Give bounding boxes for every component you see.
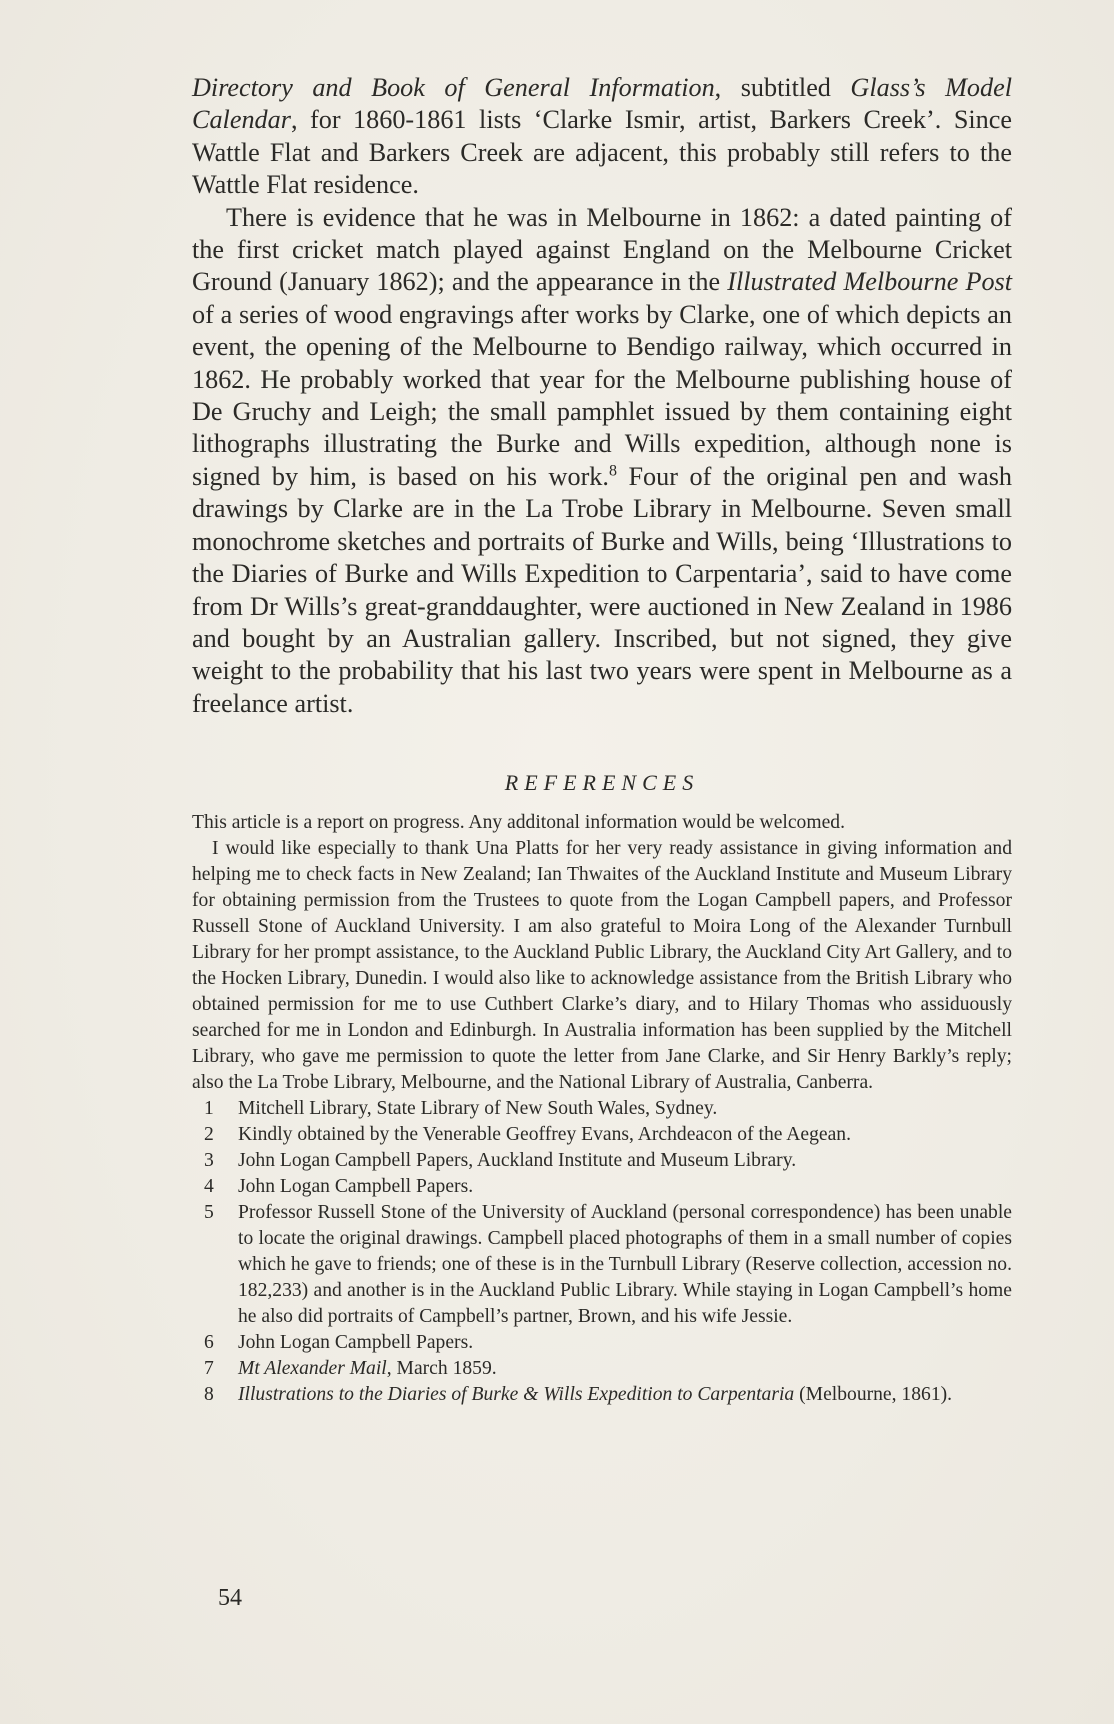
footnote-item <box>192 1122 1012 1148</box>
publication-title: Illustrated Melbourne Post <box>727 267 1012 297</box>
text-span: There is evidence that he was in Melbourne in 1862: a dated painting of the first cricket match played against England on the Melbourne Cricket Ground (January 1862); and the appearance in the <box>192 202 1012 297</box>
footnote-text <box>238 1356 1012 1382</box>
paragraph-1 <box>192 72 1012 202</box>
text-span: , for 1860-1861 lists ‘Clarke Ismir, artist, Barkers Creek’. Since Wattle Flat and Barkers Creek are adjacent, this probably still refers to the Wattle Flat residence. <box>192 105 1012 200</box>
footnote-number: 1 <box>204 1098 214 1119</box>
text-span: , subtitled <box>714 73 851 102</box>
text-span: (Melbourne, 1861). <box>794 1384 953 1405</box>
references-section <box>192 810 1012 1408</box>
text-span: , March 1859. <box>386 1358 497 1379</box>
footnote-number: 4 <box>204 1176 214 1197</box>
paragraph-2 <box>192 202 1012 721</box>
references-intro: This article is a report on progress. Any additonal information would be welcomed. <box>192 812 845 833</box>
footnote-text: Professor Russell Stone of the University of Auckland (personal correspondence) has been unable to locate the original drawings. Campbell placed photographs of them in a small number of copies which he gave to friends; one of these is in the Turnbull Library (Reserve collection, accession no. 182,233) and another is in the Auckland Public Library. While staying in Logan Campbell’s home he also did portraits of Campbell’s partner, Brown, and his wife Jessie. <box>238 1202 1012 1327</box>
footnote-item <box>192 1330 1012 1356</box>
footnote-item <box>192 1096 1012 1122</box>
footnote-number: 3 <box>204 1150 214 1171</box>
footnote-text <box>238 1382 1012 1408</box>
references-heading: REFERENCES <box>504 770 700 795</box>
body-text <box>192 72 1012 720</box>
footnote-text: Kindly obtained by the Venerable Geoffrey Evans, Archdeacon of the Aegean. <box>238 1124 852 1145</box>
footnote-number: 8 <box>204 1384 214 1405</box>
text-span: of a series of wood engravings after works by Clarke, one of which depicts an event, the opening of the Melbourne to Bendigo railway, which occurred in 1862. He probably worked that year for the Melbourne publishing house of De Gruchy and Leigh; the small pamphlet issued by them containing eight lithographs illustrating the Burke and Wills expedition, although none is signed by him, is based on his work. <box>192 299 1012 491</box>
footnotes-list <box>192 1096 1012 1408</box>
footnote-number: 5 <box>204 1202 214 1223</box>
footnote-title: Illustrations to the Diaries of Burke & Wills Expedition to Carpentaria <box>238 1384 795 1405</box>
footnote-text: Mitchell Library, State Library of New South Wales, Sydney. <box>238 1098 718 1119</box>
footnote-number: 6 <box>204 1332 214 1353</box>
footnote-item <box>192 1200 1012 1330</box>
book-title: Directory and Book of General Information <box>192 73 715 102</box>
footnote-text: John Logan Campbell Papers. <box>238 1332 474 1353</box>
acknowledgements: I would like especially to thank Una Platts for her very ready assistance in giving information and helping me to check facts in New Zealand; Ian Thwaites of the Auckland Institute and Museum Library for obtaining permission from the Trustees to quote from the Logan Campbell papers, and Professor Russell Stone of Auckland University. I am also grateful to Moira Long of the Alexander Turnbull Library for her prompt assistance, to the Auckland Public Library, the Auckland City Art Gallery, and to the Hocken Library, Dunedin. I would also like to acknowledge assistance from the British Library who obtained permission for me to use Cuthbert Clarke’s diary, and to Hilary Thomas who assiduously searched for me in London and Edinburgh. In Australia information has been supplied by the Mitchell Library, who gave me permission to quote the letter from Jane Clarke, and Sir Henry Barkly’s reply; also the La Trobe Library, Melbourne, and the National Library of Australia, Canberra. <box>192 838 1012 1093</box>
book-subtitle: Glass’s Model Calendar <box>192 73 1012 135</box>
footnote-number: 7 <box>204 1358 214 1379</box>
footnote-title: Mt Alexander Mail <box>238 1358 387 1379</box>
footnote-item <box>192 1174 1012 1200</box>
footnote-item <box>192 1356 1012 1382</box>
footnote-marker: 8 <box>608 462 617 480</box>
footnote-number: 2 <box>204 1124 214 1145</box>
page-number: 54 <box>218 1585 242 1611</box>
footnote-text: John Logan Campbell Papers, Auckland Institute and Museum Library. <box>238 1150 797 1171</box>
footnote-item <box>192 1382 1012 1408</box>
text-span: Four of the original pen and wash drawings by Clarke are in the La Trobe Library in Melbourne. Seven small monochrome sketches and portraits of Burke and Wills, being ‘Illustrations to the Diaries of Burke and Wills Expedition to Carpentaria’, said to have come from Dr Wills’s great-granddaughter, were auctioned in New Zealand in 1986 and bought by an Australian gallery. Inscribed, but not signed, they give weight to the probability that his last two years were spent in Melbourne as a freelance artist. <box>192 461 1012 718</box>
footnote-text: John Logan Campbell Papers. <box>238 1176 474 1197</box>
footnote-item <box>192 1148 1012 1174</box>
